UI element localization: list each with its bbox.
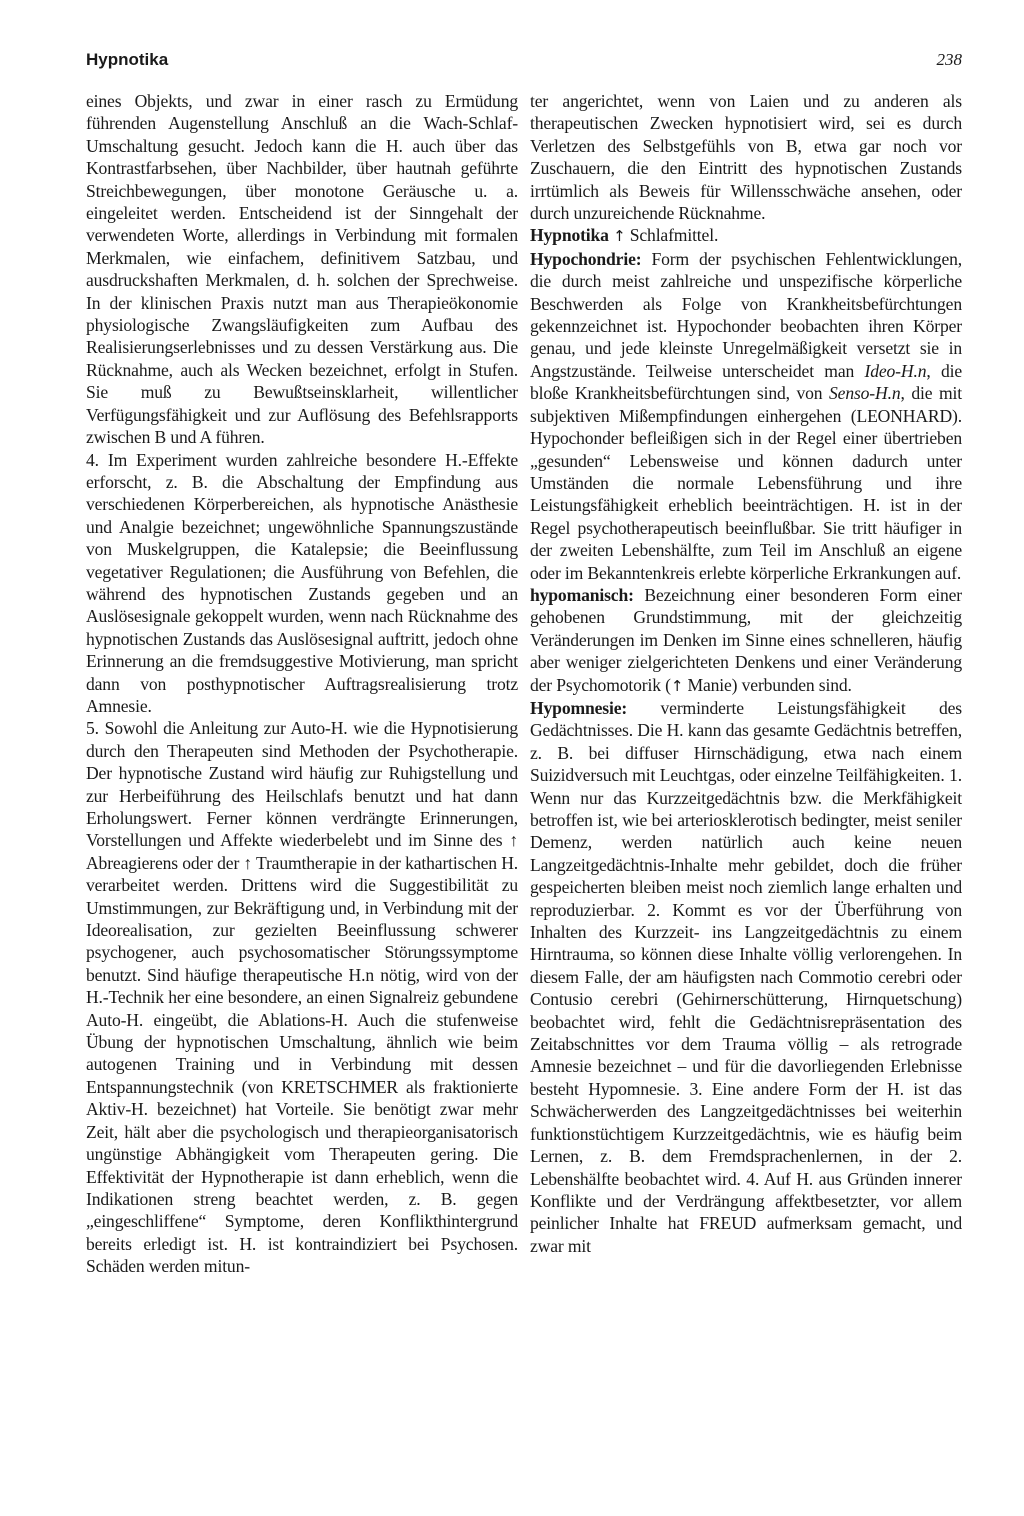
running-head [86,50,962,74]
entry-term: Hypomnesie: [530,697,628,718]
page-number: 238 [936,50,962,69]
entry-hypochondrie [530,248,962,584]
entry-emphasis: Ideo-H.n [864,360,927,381]
entry-term: hypomanisch: [530,584,634,605]
paragraph-continuation: eines Objekts, und zwar in einer rasch zu Ermüdung führenden Augenstellung Anschluß an die Wach-Schlaf-Umschaltung gesucht. Jedoch kann die H. auch über das Kontrastfarbsehen, über Nachbilder, über hautnah geführte Streichbewegungen, über monotone Geräusche u. a. eingeleitet werden. Entscheidend ist der Sinngehalt der verwendeten Worte, allerdings in Verbindung mit formalen Merkmalen, wie einfachem, definitivem Satzbau, und ausdruckshaften Merkmalen, d. h. solchen der Sprechweise. In der klinischen Praxis nutzt man aus Therapieökonomie physiologische Zwangsläufigkeiten zum Aufbau des Realisierungserlebnisses und zu dessen Verstärkung aus. Die Rücknahme, auch als Wecken bezeichnet, erfolgt in Stufen. Sie muß zu Bewußtseinsklarheit, willentlicher Verfügungsfähigkeit und zur Auflösung des Befehlsrapports zwischen B und A führen. [86,91,518,448]
entry-text: Bezeichnung einer besonderen Form einer gehobenen Grundstimmung, mit der gleichzeitig Veränderungen im Denken im Sinne eines schnelleren, häufig aber weniger zielgerichteten Denkens und einer Veränderung der Psychomotorik ( [530,584,962,695]
paragraph-point-5: 5. Sowohl die Anleitung zur Auto-H. wie die Hypnotisierung durch den Therapeuten sind Methoden der Psychotherapie. Der hypnotische Zustand wird häufig zur Ruhigstellung und zur Herbeiführung des Heilschlafs benutzt und hat dann Erholungswert. Ferner können verdrängte Erinnerungen, Vorstellungen und Affekte wiederbelebt und im Sinne des ↑ Abreagierens oder der ↑ Traumtherapie in der kathartischen H. verarbeitet werden. Drittens wird die Suggestibilität zu Umstimmungen, zur Bekräftigung und, in Verbindung mit der Ideorealisation, zur gezielten Beeinflussung schwerer psychogener, auch psychosomatischer Störungssymptome benutzt. Sind häufige therapeutische H.n nötig, wird von der H.-Technik her eine besondere, an einen Signalreiz gebundene Auto-H. eingeübt, die Ablations-H. Auch die stufenweise Übung der hypnotischen Umschaltung, ähnlich wie beim autogenen Training und in Verbindung mit dessen Entspannungstechnik (von KRETSCHMER als fraktionierte Aktiv-H. bezeichnet) hat Vorteile. Sie benötigt zwar mehr Zeit, hält aber die psychologisch und therapieorganisatorisch ungünstige Abhängigkeit vom Therapeuten gering. Die Effektivität der Hypnotherapie ist dann erheblich, wenn die Indikationen streng beachtet werden, z. B. gegen „eingeschliffene“ Symptome, deren Konflikthintergrund bereits erledigt ist. H. ist kontraindiziert bei Psychosen. Schäden werden mitun- [86,718,519,1277]
paragraph-continuation-right: ter angerichtet, wenn von Laien und zu anderen als therapeutischen Zwecken hypnotisiert wird, sei es durch Verletzen des Selbstgefühls von B, etwa gar noch vor Zuschauern, die den Eintritt des hypnotischen Zustands irrtümlich als Beweis für Willensschwäche ansehen, oder durch unzureichende Rücknahme. [530,91,962,224]
entry-text: , die mit subjektiven Mißempfindungen einhergehen (LEONHARD). Hypochonder befleißigen sich in der Regel einer übertrieben „gesunden“ Lebensweise und können dadurch unter Umständen die normale Lebensführung und ihre Leistungsfähigkeit erheblich beeinträchtigen. H. ist in der Regel psychotherapeutisch beeinflußbar. Sie tritt häufiger in der zweiten Lebenshälfte, zum Teil im Anschluß an eigene oder im Bekanntenkreis erlebte körperliche Erkrankungen auf. [530,383,962,583]
entry-hypomanisch [530,584,962,697]
entry-text: Schlafmittel. [625,225,719,246]
entry-term: Hypnotika [530,225,609,246]
cross-reference-arrow-icon: ↑ [670,676,684,695]
paragraph-point-4: 4. Im Experiment wurden zahlreiche besondere H.-Effekte erforscht, z. B. die Abschaltung der Empfindung aus verschiedenen Körperbereichen, als hypnotische Anästhesie und Analgie bezeichnet; ungewöhnliche Spannungszustände von Muskelgruppen, die Katalepsie; die Beeinflussung vegetativer Regulationen; die Ausführung von Befehlen, die während des hypnotischen Zustands gegeben und an Auslösesignale gekoppelt wurden, wenn nach Rücknahme des hypnotischen Zustands das Auslösesignal auftritt, jedoch ohne Erinnerung an die fremdsuggestive Motivierung, man spricht dann von posthypnotischer Auftragsrealisierung trotz Amnesie. [86,449,518,716]
entry-text: verminderte Leistungsfähigkeit des Gedächtnisses. Die H. kann das gesamte Gedächtnis betreffen, z. B. bei diffuser Hirnschädigung, etwa nach einem Suizidversuch mit Leuchtgas, oder einzelne Teilfähigkeiten. 1. Wenn nur das Kurzzeitgedächtnis bzw. die Merkfähigkeit betroffen ist, wie bei arteriosklerotisch bedingter, meist seniler Demenz, werden natürlich auch keine neuen Langzeitgedächtnis-Inhalte mehr gebildet, doch die früher gespeicherten bleiben meist noch ziemlich lange erhalten und reproduzierbar. 2. Kommt es vor der Überführung von Inhalten des Kurzzeit- ins Langzeitgedächtnis zu einem Hirntrauma, so können diese Inhalte völlig verlorengehen. In diesem Falle, der am häufigsten nach Commotio cerebri oder Contusio cerebri (Gehirnerschütterung, Hirnquetschung) beobachtet wird, fehlt die Gedächtnisrepräsentation des Zeitabschnittes vor dem Trauma völlig – als retrograde Amnesie bezeichnet – und für die davorliegenden Erlebnisse besteht Hypomnesie. 3. Eine andere Form der H. ist das Schwächerwerden des Langzeitgedächtnisses bei weiterhin funktionstüchtigem Kurzzeitgedächtnis, wie es häufig beim Lernen, z. B. dem Fremdsprachenlernen, in der 2. Lebenshälfte beobachtet wird. 4. Auf H. aus Gründen innerer Konflikte und der Verdrängung affektbesetzter, vor allem peinlicher Inhalte hat FREUD aufmerksam gemacht, und zwar mit [530,697,962,1256]
cross-reference-arrow-icon: ↑ [613,227,626,246]
right-column [530,90,962,1257]
entry-text: , die bloße Krankheitsbefürchtungen sind, von [530,360,962,404]
left-column [86,90,518,1278]
entry-hypnotika [530,224,962,247]
entry-emphasis: Senso-H.n [829,383,901,404]
entry-term: Hypochondrie: [530,248,642,269]
entry-text: Manie) verbunden sind. [683,674,852,695]
entry-hypomnesie [530,697,962,1257]
running-head-title: Hypnotika [86,50,169,69]
entry-text: Form der psychischen Fehlentwicklungen, die durch meist zahlreiche und unspezifische körperliche Beschwerden als Folge von Krankheitsbefürchtungen gekennzeichnet ist. Hypochonder beobachten ihren Körper genau, und jede kleinste Unregelmäßigkeit versetzt sie in Angstzustände. Teilweise unterscheidet man [530,248,962,381]
